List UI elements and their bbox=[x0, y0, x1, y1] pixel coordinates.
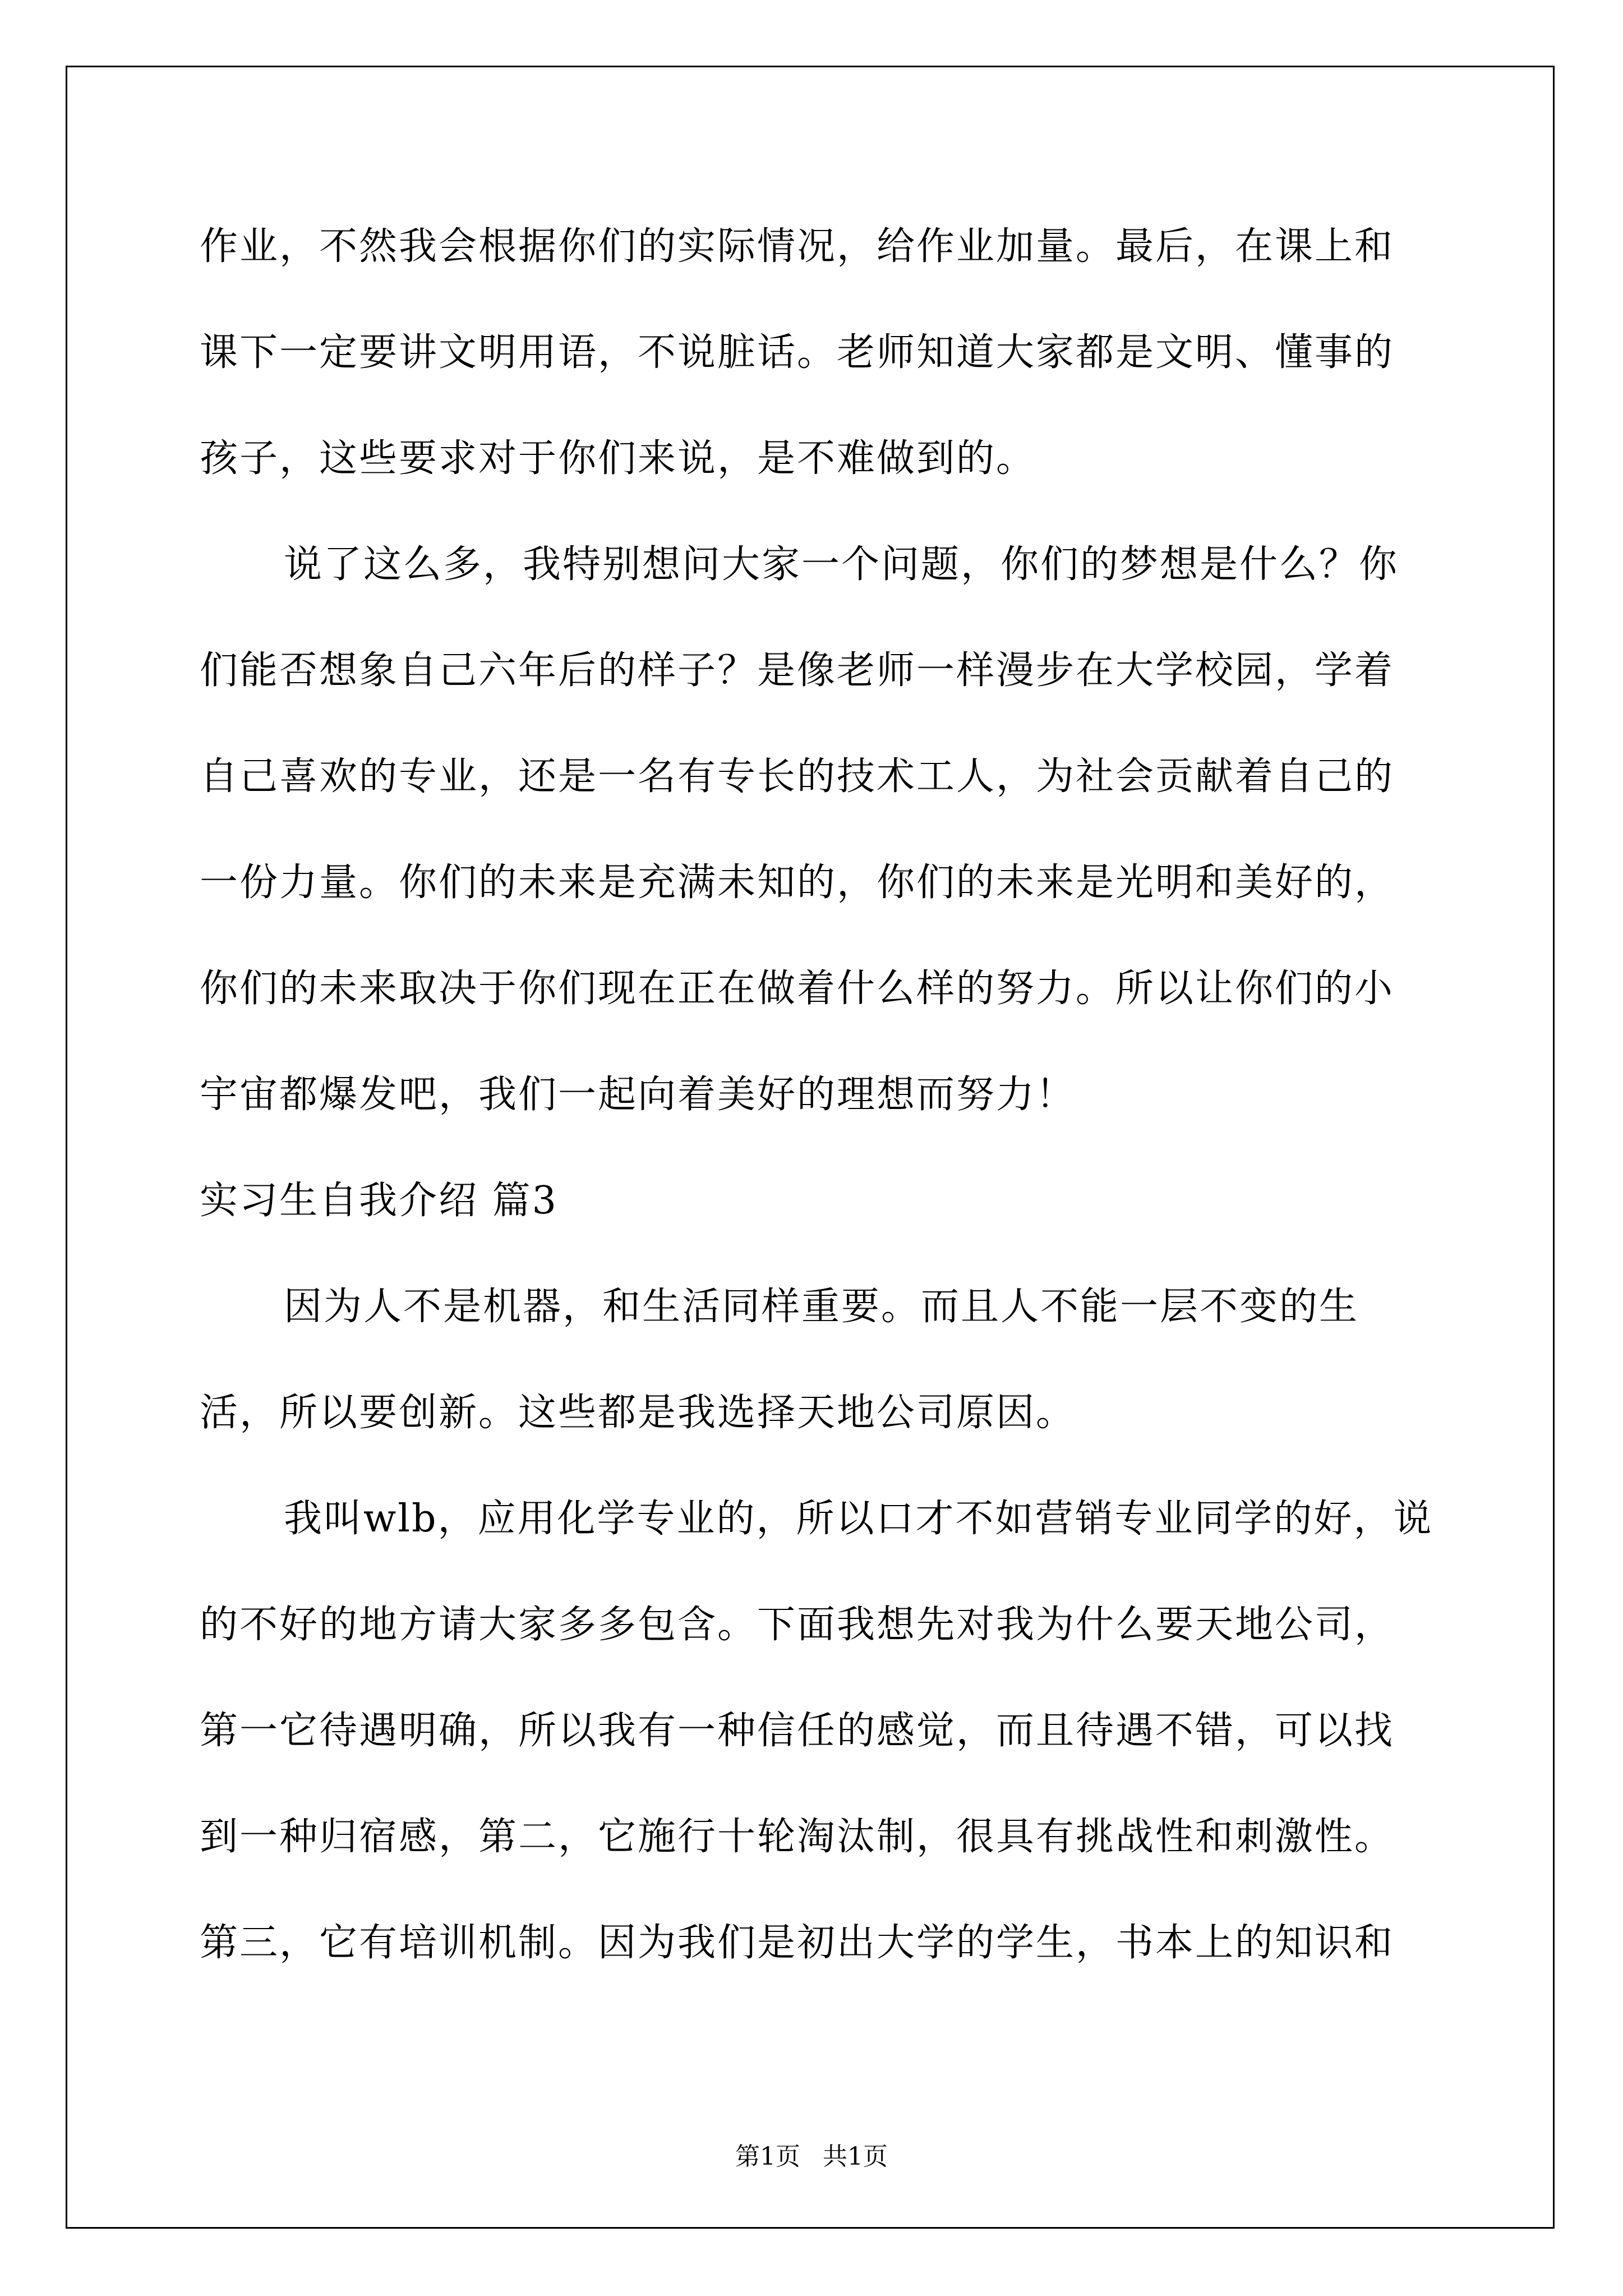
paragraph-3: 因为人不是机器，和生活同样重要。而且人不能一层不变的生活，所以要创新。这些都是我选择天地公司原因。 bbox=[200, 1285, 1359, 1435]
section-heading: 实习生自我介绍 篇3 bbox=[200, 1179, 558, 1223]
page-total: 共1页 bbox=[823, 2142, 888, 2171]
page-number: 第1页 bbox=[735, 2142, 800, 2171]
paragraph-4: 我叫wlb，应用化学专业的，所以口才不如营销专业同学的好，说的不好的地方请大家多多包含。下面我想先对我为什么要天地公司，第一它待遇明确，所以我有一种信任的感觉，而且待遇不错，可以找到一种归宿感，第二，它施行十轮淘汰制，很具有挑战性和刺激性。第三，它有培训机制。因为我们是初出大学的学生，书本上的知识和 bbox=[200, 1497, 1433, 1965]
page-footer bbox=[0, 2140, 1623, 2174]
paragraph-1: 作业，不然我会根据你们的实际情况，给作业加量。最后，在课上和课下一定要讲文明用语，不说脏话。老师知道大家都是文明、懂事的孩子，这些要求对于你们来说，是不难做到的。 bbox=[200, 224, 1395, 481]
document-body bbox=[200, 194, 1433, 1996]
paragraph-2: 说了这么多，我特别想问大家一个问题，你们的梦想是什么？你们能否想象自己六年后的样子？是像老师一样漫步在大学校园，学着自己喜欢的专业，还是一名有专长的技术工人，为社会贡献着自己的一份力量。你们的未来是充满未知的，你们的未来是光明和美好的，你们的未来取决于你们现在正在做着什么样的努力。所以让你们的小宇宙都爆发吧，我们一起向着美好的理想而努力！ bbox=[200, 542, 1399, 1117]
